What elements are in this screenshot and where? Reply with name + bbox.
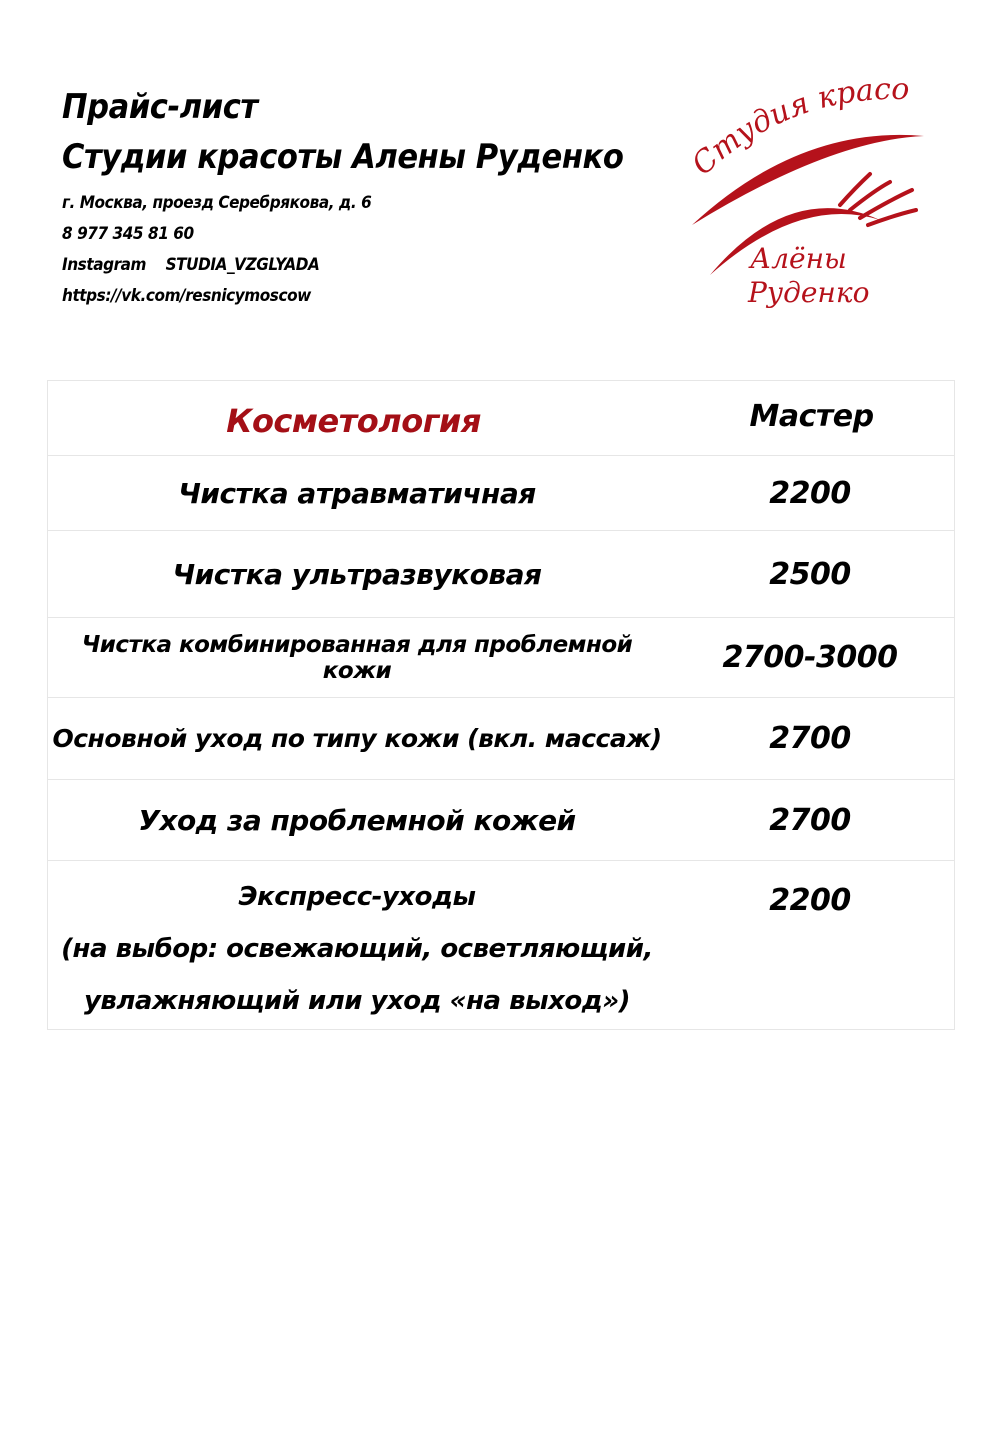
instagram-label: Instagram [62,255,147,275]
service-name: Основной уход по типу кожи (вкл. массаж) [52,724,662,753]
service-name-detail: (на выбор: освежающий, осветляющий, [61,934,653,964]
address: г. Москва, проезд Серебрякова, д. 6 [62,193,372,213]
logo-text-line2: Алёны [750,242,847,275]
price-table [47,380,955,1030]
lash-icon [868,210,916,225]
table-row [48,861,954,1029]
phone-number: 8 977 345 81 60 [62,224,194,244]
table-row [48,618,954,698]
vk-link[interactable]: https://vk.com/resnicymoscow [62,286,311,306]
service-name: Чистка атравматичная [178,476,536,510]
section-title: Косметология [226,402,481,440]
page-title-line1: Прайс-лист [62,87,258,127]
logo-graphic [680,70,940,330]
table-row [48,456,954,531]
logo-text-line3: Руденко [748,276,870,309]
service-price: 2700 [769,721,851,756]
service-price: 2200 [769,883,851,918]
service-name: Чистка комбинированная для проблемной кожи [81,631,633,684]
price-column-header: Мастер [749,398,874,434]
table-header-row [48,381,954,456]
table-row [48,780,954,861]
service-name-multiline [48,861,666,1027]
price-list-header [62,82,662,312]
instagram-handle[interactable]: STUDIA_VZGLYADA [165,255,320,275]
table-row [48,698,954,780]
service-price: 2700 [769,802,851,838]
service-price: 2700-3000 [722,640,898,675]
service-name-detail: увлажняющий или уход «на выход») [83,986,631,1016]
logo-text-line1: Студия красо [685,71,910,183]
service-price: 2200 [769,475,851,511]
instagram-line [62,250,602,281]
service-name: Экспресс-уходы [238,882,476,912]
contact-block [62,188,662,312]
page-title-line2: Студии красоты Алены Руденко [62,137,624,177]
studio-logo [680,70,940,330]
service-name: Уход за проблемной кожей [138,803,576,837]
service-price: 2500 [769,556,851,592]
service-name: Чистка ультразвуковая [172,557,542,591]
table-row [48,531,954,618]
